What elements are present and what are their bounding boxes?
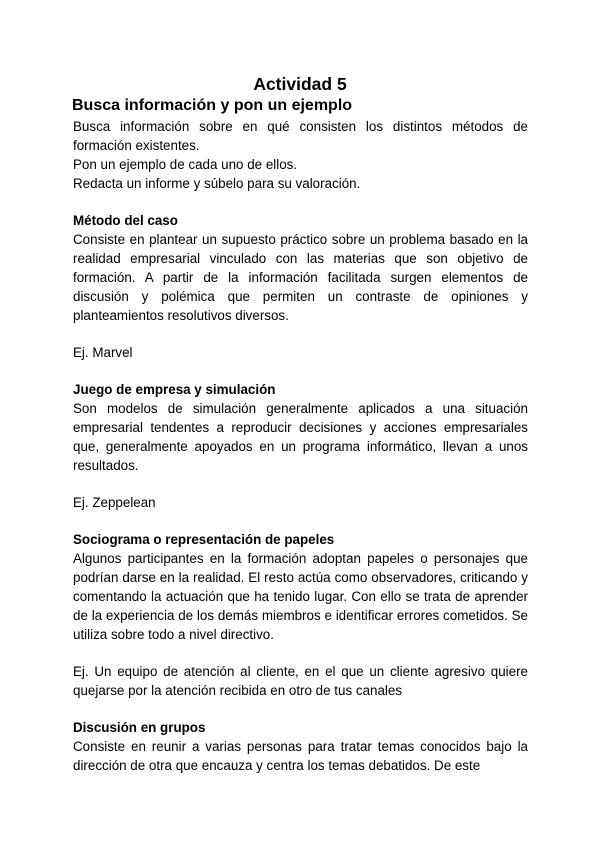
section-heading-metodo-caso: Método del caso — [73, 213, 178, 228]
section-body-discusion-grupos: Consiste en reunir a varias personas para tratar temas conocidos bajo la dirección de otra que encauza y centra los temas debatidos. De este — [73, 739, 528, 773]
section-body-metodo-caso: Consiste en plantear un supuesto práctico sobre un problema basado en la realidad empresarial vinculado con las materias que son objetivo de formación. A partir de la información facilitada surgen elementos de discusión y polémica que permiten un contraste de opiniones y planteamientos resolutivos diversos. — [73, 232, 528, 323]
intro-paragraph: Redacta un informe y súbelo para su valoración. — [73, 176, 361, 191]
intro-paragraph: Pon un ejemplo de cada uno de ellos. — [73, 157, 298, 172]
section-example-juego-empresa: Ej. Zeppelean — [73, 495, 156, 510]
section-body-sociograma: Algunos participantes en la formación adoptan papeles o personajes que podrían darse en la realidad. El resto actúa como observadores, criticando y comentando la actuación que ha tenido lugar. Con ello se trata de aprender de la experiencia de los demás miembros e identificar errores cometidos. Se utiliza sobre todo a nivel directivo. — [73, 551, 528, 642]
section-example-sociograma: Ej. Un equipo de atención al cliente, en el que un cliente agresivo quiere quejarse por la atención recibida en otro de tus canales — [73, 664, 528, 698]
document-body — [73, 117, 528, 775]
section-heading-juego-empresa: Juego de empresa y simulación — [73, 382, 276, 397]
section-body-juego-empresa: Son modelos de simulación generalmente aplicados a una situación empresarial tendentes a reproducir decisiones y acciones empresariales que, generalmente apoyados en un programa informático, llevan a unos resultados. — [73, 401, 528, 473]
section-example-metodo-caso: Ej. Marvel — [73, 345, 133, 360]
section-heading-discusion-grupos: Discusión en grupos — [73, 720, 206, 735]
section-heading-sociograma: Sociograma o representación de papeles — [73, 532, 335, 547]
page-title: Actividad 5 — [253, 74, 347, 94]
intro-paragraph: Busca información sobre en qué consisten los distintos métodos de formación existentes. — [73, 119, 528, 153]
page-subtitle: Busca información y pon un ejemplo — [72, 97, 353, 114]
